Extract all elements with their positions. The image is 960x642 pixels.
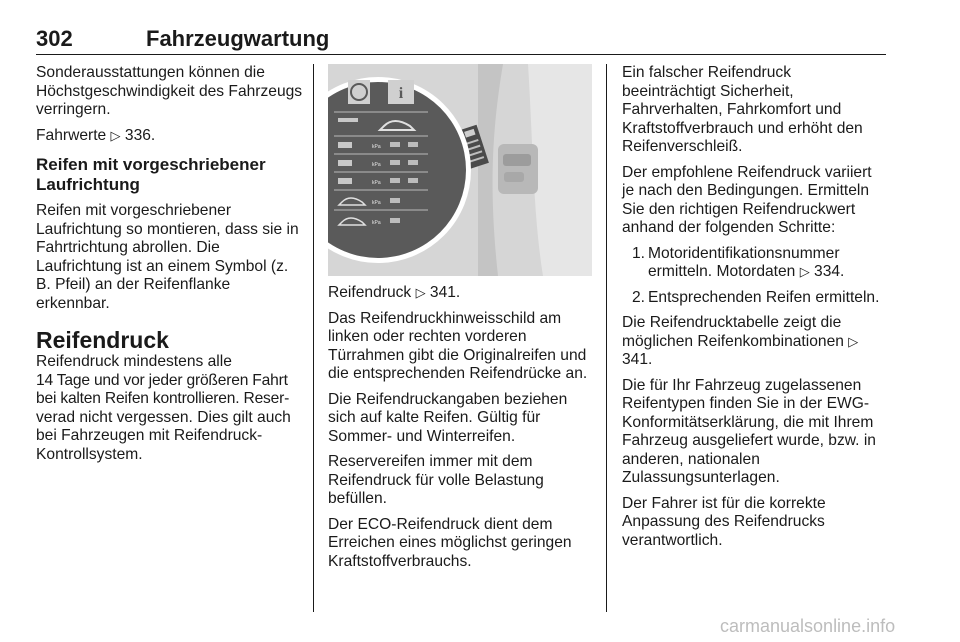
svg-text:kPa: kPa [372, 200, 381, 206]
paragraph: Die Reifendrucktabelle zeigt die möglichen Reifenkombinationen ▷ 341. [622, 314, 859, 368]
paragraph: Reifendruck mindestens alle 14 Tage und vor jeder größeren Fahrt bei kalten Reifen kontrollieren. Reser- verad nicht vergessen. Dies gilt auch bei Fahrzeugen mit Reifendruck-Kontrollsystem. [36, 353, 291, 463]
steps-list [622, 245, 888, 308]
column-right [622, 64, 888, 557]
page-ref-icon: ▷ [110, 127, 121, 143]
tire-pressure-label-image [328, 64, 592, 276]
page-reference-link[interactable]: 341. [622, 351, 653, 368]
paragraph: Fahrwerte ▷ 336. [36, 126, 156, 144]
paragraph: Der Fahrer ist für die korrekte Anpassung des Reifendrucks verantwortlich. [622, 494, 826, 549]
list-item: 1. Motoridentifikationsnummer ermitteln. Motordaten ▷ 334. [632, 244, 845, 280]
page-ref-icon: ▷ [415, 285, 426, 300]
svg-text:kPa: kPa [372, 162, 381, 168]
watermark-logo: carmanualsonline.info [720, 616, 896, 636]
page-reference-link[interactable]: 341. [429, 284, 461, 301]
svg-text:kPa: kPa [372, 180, 381, 186]
page-ref-icon: ▷ [799, 264, 810, 279]
tire-pressure-label-figure [328, 64, 592, 276]
paragraph: Der empfohlene Reifendruck variiert je nach den Bedingungen. Ermitteln Sie den richtigen Reifendruckwert anhand der folgenden Schritte: [622, 163, 872, 236]
paragraph: Das Reifendruckhinweisschild am linken oder rechten vorderen Türrahmen gibt die Originalreifen und die entsprechenden Reifendrücke an. [328, 309, 588, 382]
page-header [36, 26, 886, 54]
section-heading-laufrichtung: Reifen mit vorgeschriebener Laufrichtung [36, 155, 266, 194]
column-divider [606, 64, 607, 612]
column-middle [328, 64, 592, 578]
column-left [36, 64, 306, 471]
svg-text:kPa: kPa [372, 220, 381, 226]
svg-text:kPa: kPa [372, 144, 381, 150]
column-divider [313, 64, 314, 612]
paragraph: Sonderausstattungen können die Höchstgeschwindigkeit des Fahrzeugs verringern. [36, 64, 303, 118]
header-divider [36, 54, 886, 55]
section-heading-reifendruck: Reifendruck [36, 327, 169, 353]
page-ref-icon: ▷ [848, 333, 859, 349]
paragraph: Der ECO-Reifendruck dient dem Erreichen eines möglichst geringen Kraftstoffverbrauchs. [328, 515, 572, 570]
paragraph: Ein falscher Reifendruck beeinträchtigt Sicherheit, Fahrverhalten, Fahrkomfort und Kraftstoffverbrauch und erhöht den Reifenverschleiß. [622, 64, 863, 155]
page-reference-link[interactable]: 334. [814, 263, 845, 280]
svg-text:i: i [398, 85, 404, 102]
chapter-title: Fahrzeugwartung [146, 26, 330, 51]
paragraph: Reifen mit vorgeschriebener Laufrichtung so montieren, dass sie in Fahrtrichtung abrollen. Die Laufrichtung ist an einem Symbol (z. B. Pfeil) an der Reifenflanke erkennbar. [36, 202, 299, 312]
paragraph: Die Reifendruckangaben beziehen sich auf kalte Reifen. Gültig für Sommer- und Winterreifen. [328, 390, 568, 445]
page-reference-link[interactable]: 336. [124, 126, 156, 144]
paragraph: Reservereifen immer mit dem Reifendruck für volle Belastung befüllen. [328, 453, 544, 507]
paragraph: Die für Ihr Fahrzeug zugelassenen Reifentypen finden Sie in der EWG-Konformitätserklärung, die mit Ihrem Fahrzeug ausgeliefert wurde, bzw. in anderen, nationalen Zulassungsunterlagen. [622, 376, 876, 486]
page-number: 302 [36, 26, 73, 51]
list-item: 2. Entsprechenden Reifen ermitteln. [632, 288, 880, 306]
paragraph: Reifendruck ▷ 341. [328, 284, 461, 301]
